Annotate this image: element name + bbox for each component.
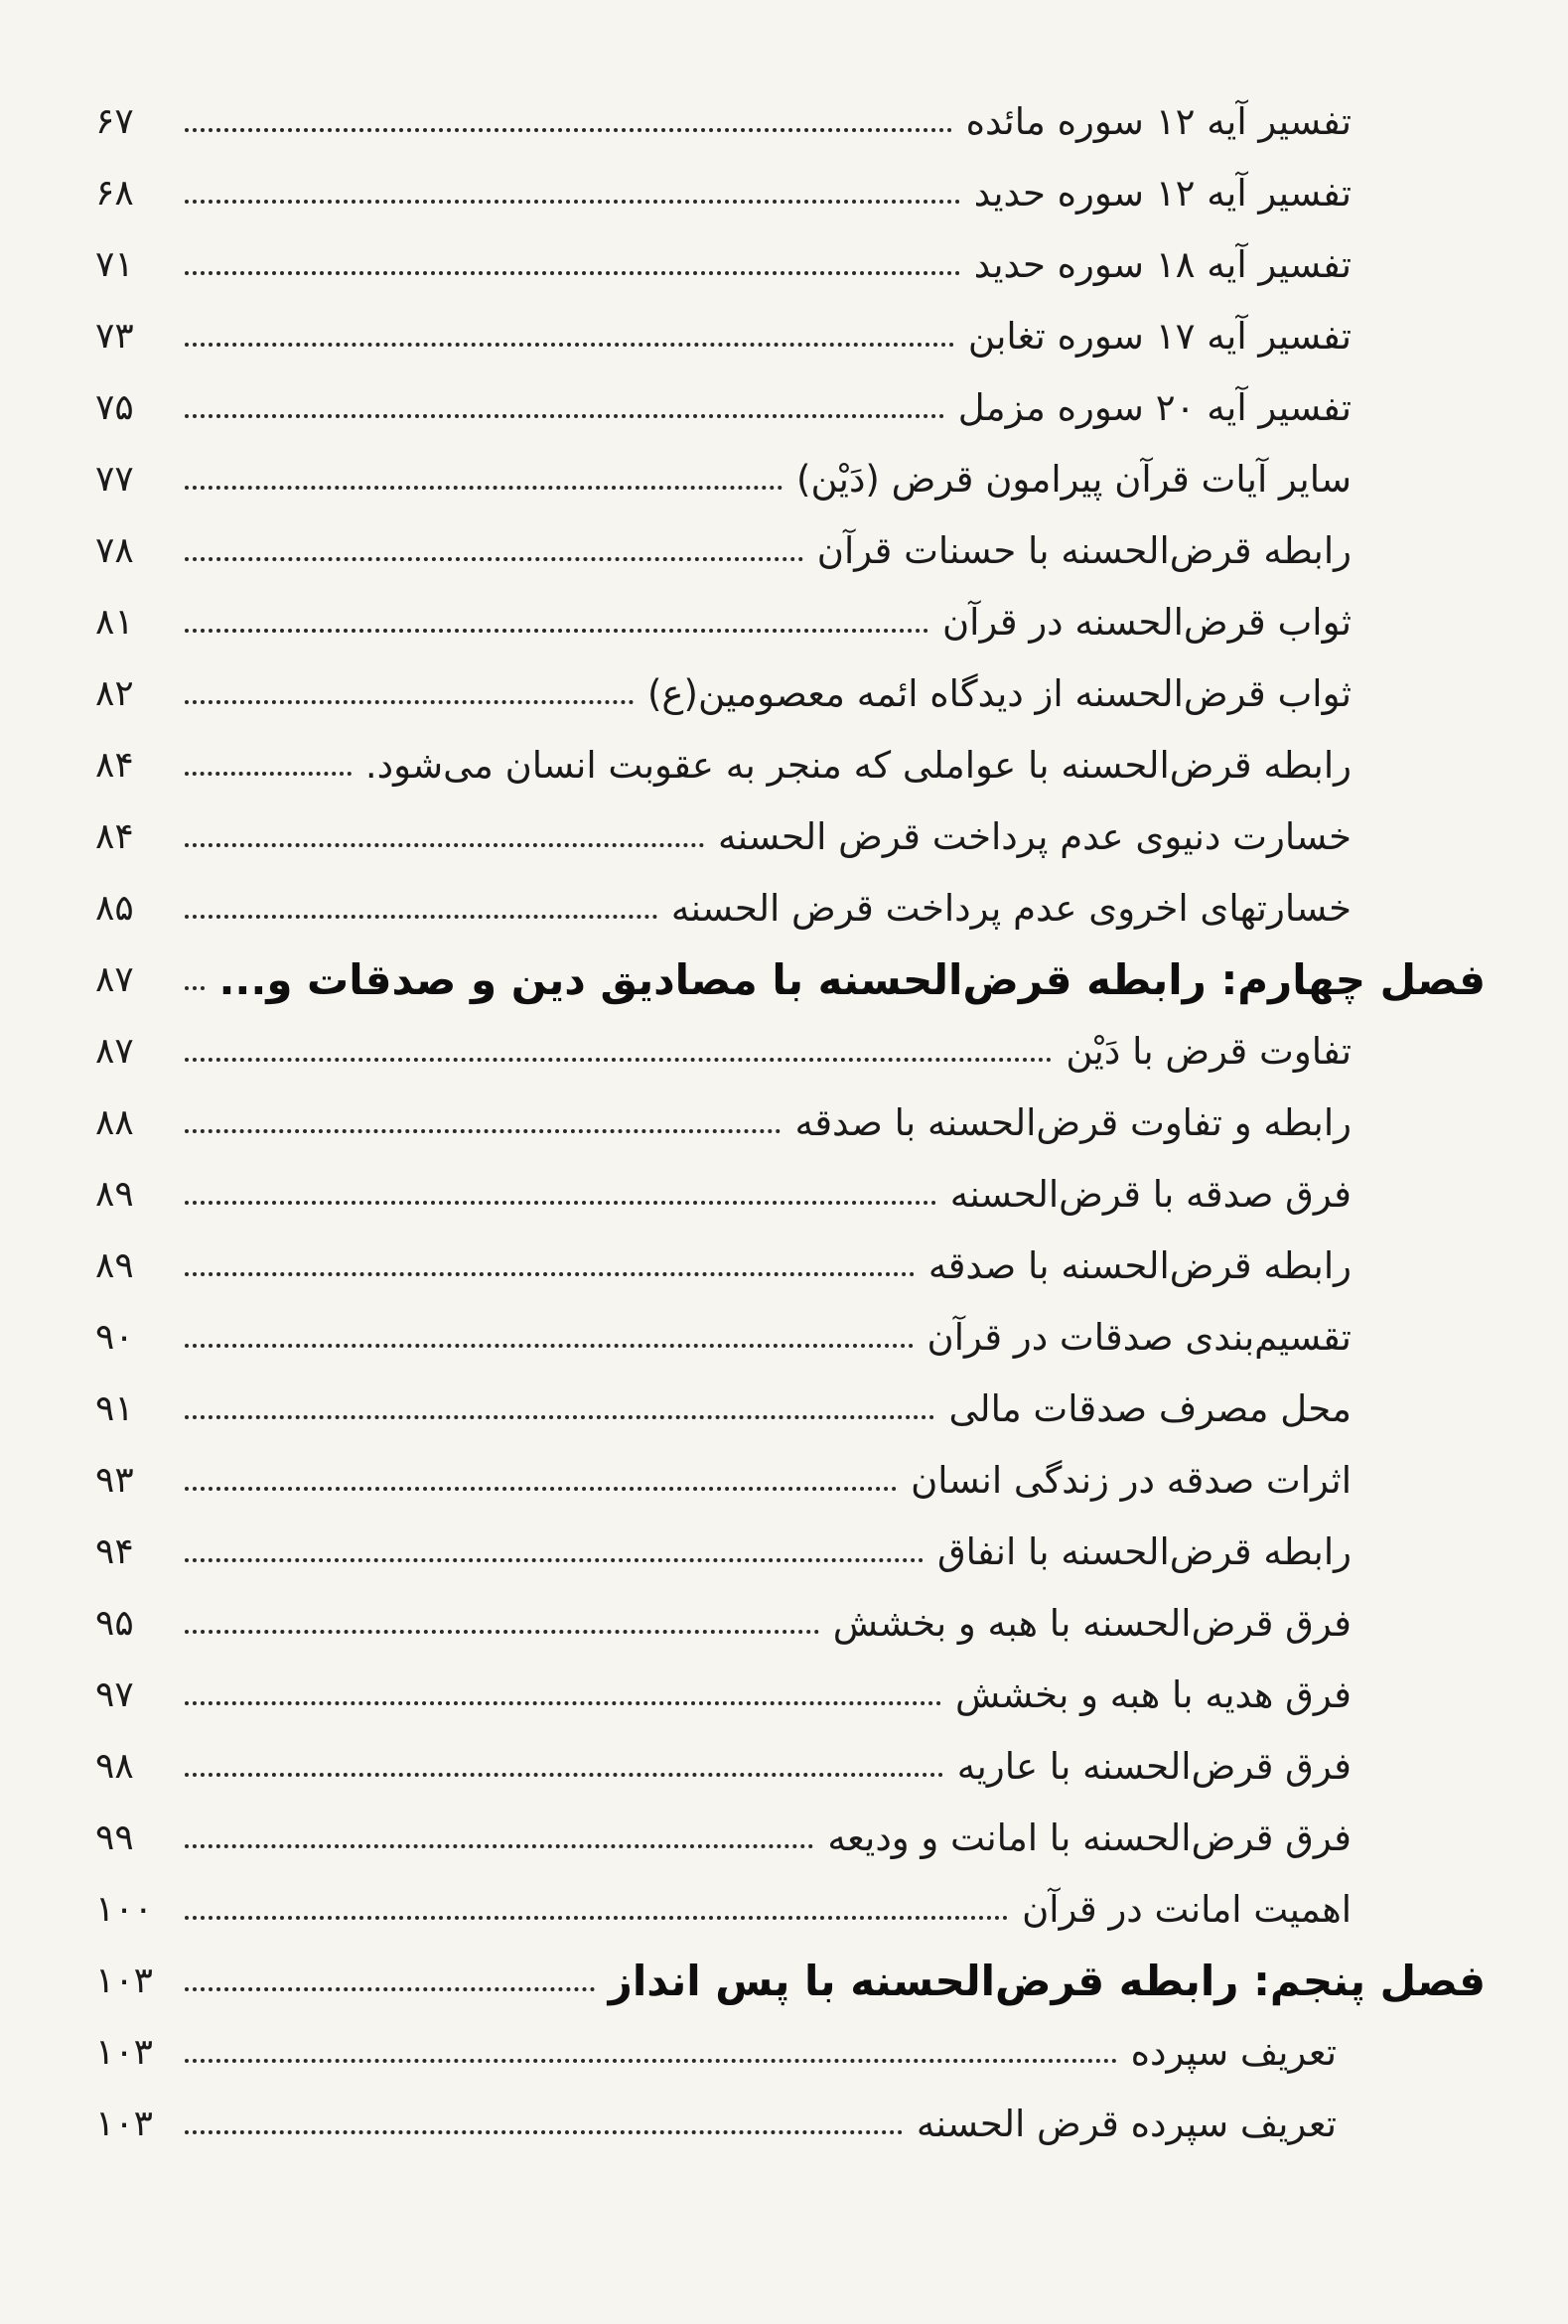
toc-entry <box>95 1158 1486 1230</box>
toc-entry <box>95 800 1486 872</box>
toc-entry-title: رابطه قرض‌الحسنه با صدقه <box>927 1243 1352 1287</box>
toc-dot-leader <box>185 1701 941 1705</box>
toc-page-number: ۸۷ <box>95 1030 134 1072</box>
toc-entry-title: تعریف سپرده قرض الحسنه <box>916 2102 1337 2145</box>
toc-entry-title: ثواب قرض‌الحسنه در قرآن <box>942 600 1352 644</box>
toc-entry-title: رابطه و تفاوت قرض‌الحسنه با صدقه <box>794 1100 1352 1144</box>
toc-page-number: ۶۸ <box>95 172 134 214</box>
toc-entry <box>95 1015 1486 1087</box>
toc-entry <box>95 1301 1486 1373</box>
toc-dot-leader <box>185 414 944 418</box>
toc-entry-title: تقسیم‌بندی صدقات در قرآن <box>927 1315 1352 1359</box>
toc-entry-title: فرق صدقه با قرض‌الحسنه <box>949 1172 1352 1216</box>
toc-page-number: ۸۱ <box>95 601 134 643</box>
toc-dot-leader <box>185 1129 781 1133</box>
toc-page-number: ۷۸ <box>95 529 134 571</box>
toc-dot-leader <box>185 1773 943 1777</box>
toc-dot-leader <box>185 1844 813 1848</box>
toc-page-number: ۸۴ <box>95 815 134 857</box>
toc-dot-leader <box>185 1272 915 1276</box>
toc-dot-leader <box>185 1987 595 1991</box>
toc-entry <box>95 657 1486 729</box>
toc-page-number: ۸۲ <box>95 672 134 714</box>
toc-entry <box>95 443 1486 514</box>
toc-dot-leader <box>185 2059 1117 2063</box>
toc-page-number: ۹۰ <box>95 1316 134 1358</box>
toc-page-number: ۷۳ <box>95 315 134 357</box>
toc-entry <box>95 586 1486 657</box>
toc-entry <box>95 228 1486 300</box>
toc-page-number: ۱۰۳ <box>95 2031 154 2073</box>
toc-entry-title: تفاوت قرض با دَیْن <box>1066 1029 1352 1073</box>
toc-entry-title: رابطه قرض‌الحسنه با انفاق <box>936 1529 1352 1573</box>
toc-dot-leader <box>185 1058 1052 1062</box>
toc-entry <box>95 1659 1486 1730</box>
toc-entry-title: ثواب قرض‌الحسنه از دیدگاه ائمه معصومین(ع) <box>647 671 1352 715</box>
toc-page-number: ۷۱ <box>95 243 134 285</box>
toc-entry <box>95 300 1486 371</box>
toc-entry <box>95 157 1486 228</box>
toc-entry <box>95 1373 1486 1444</box>
toc-dot-leader <box>185 1558 924 1562</box>
toc-entry <box>95 85 1486 157</box>
toc-entry-title: تفسیر آیه ۱۲ سوره مائده <box>965 99 1352 143</box>
toc-dot-leader <box>185 772 352 776</box>
toc-entry-title: تفسیر آیه ۱۸ سوره حدید <box>973 242 1352 286</box>
toc-entry-title: فرق هدیه با هبه و بخشش <box>955 1672 1352 1716</box>
toc-dot-leader <box>185 629 928 633</box>
toc-dot-leader <box>185 1201 936 1205</box>
toc-entry <box>95 1730 1486 1802</box>
toc-dot-leader <box>185 2130 903 2134</box>
toc-entry-title: تفسیر آیه ۱۷ سوره تغابن <box>967 314 1352 358</box>
toc-dot-leader <box>185 1487 897 1491</box>
toc-entry-title: اهمیت امانت در قرآن <box>1022 1887 1352 1931</box>
toc-chapter-heading <box>95 1945 1486 2016</box>
toc-dot-leader <box>185 1630 819 1634</box>
toc-entry <box>95 2016 1486 2088</box>
toc-page-number: ۱۰۳ <box>95 2103 154 2144</box>
toc-dot-leader <box>185 1916 1008 1920</box>
toc-dot-leader <box>185 128 952 132</box>
toc-entry-title: محل مصرف صدقات مالی <box>948 1386 1352 1430</box>
toc-entry-title: فرق قرض‌الحسنه با امانت و ودیعه <box>827 1816 1352 1859</box>
toc-entry-title: تفسیر آیه ۲۰ سوره مزمل <box>957 385 1352 429</box>
toc-dot-leader <box>185 271 960 275</box>
toc-entry-title: اثرات صدقه در زندگی انسان <box>911 1458 1352 1502</box>
toc-page-number: ۹۸ <box>95 1745 134 1787</box>
toc-dot-leader <box>185 700 634 704</box>
toc-entry-title: رابطه قرض‌الحسنه با عواملی که منجر به عقوبت انسان می‌شود. <box>364 743 1352 787</box>
toc-page-number: ۶۷ <box>95 100 134 142</box>
toc-entry-title: خسارت دنیوی عدم پرداخت قرض الحسنه <box>717 814 1352 858</box>
toc-entry-title: خسارتهای اخروی عدم پرداخت قرض الحسنه <box>670 886 1352 930</box>
toc-dot-leader <box>185 986 205 990</box>
toc-page-number: ۸۹ <box>95 1173 134 1215</box>
toc-page-number: ۹۴ <box>95 1530 134 1572</box>
toc-dot-leader <box>185 557 803 561</box>
toc-entry-title: فصل پنجم: رابطه قرض‌الحسنه با پس انداز <box>608 1956 1486 2005</box>
toc-entry-title: تعریف سپرده <box>1130 2030 1337 2074</box>
toc-page-number: ۸۸ <box>95 1101 134 1143</box>
toc-entry <box>95 1802 1486 1873</box>
toc-entry <box>95 1516 1486 1587</box>
toc-page-number: ۸۷ <box>95 958 134 1000</box>
toc-page-number: ۹۱ <box>95 1387 134 1429</box>
toc-dot-leader <box>185 915 657 919</box>
toc-page-number: ۸۵ <box>95 887 134 929</box>
toc-entry <box>95 1587 1486 1659</box>
toc-page-number: ۸۹ <box>95 1244 134 1286</box>
toc-chapter-heading <box>95 944 1486 1015</box>
toc-entry <box>95 1087 1486 1158</box>
toc-dot-leader <box>185 486 783 490</box>
toc-entry-title: فرق قرض‌الحسنه با عاریه <box>956 1744 1352 1788</box>
toc-dot-leader <box>185 1344 914 1348</box>
toc-page-number: ۷۷ <box>95 458 134 500</box>
toc-entry <box>95 2088 1486 2159</box>
toc-page-number: ۷۵ <box>95 386 134 428</box>
toc-entry <box>95 371 1486 443</box>
toc-entry-title: سایر آیات قرآن پیرامون قرض (دَیْن) <box>796 457 1352 501</box>
toc-entry-title: فرق قرض‌الحسنه با هبه و بخشش <box>832 1601 1352 1645</box>
toc-entry <box>95 872 1486 944</box>
toc-page-number: ۹۷ <box>95 1673 134 1715</box>
toc-entry-title: تفسیر آیه ۱۲ سوره حدید <box>973 171 1352 215</box>
toc-dot-leader <box>185 343 954 347</box>
toc-page-number: ۱۰۳ <box>95 1960 154 2001</box>
toc-page-number: ۸۴ <box>95 744 134 786</box>
toc-entry <box>95 1444 1486 1516</box>
toc-entry <box>95 1230 1486 1301</box>
toc-dot-leader <box>185 843 704 847</box>
toc-page-number: ۹۳ <box>95 1459 134 1501</box>
toc-entry <box>95 1873 1486 1945</box>
toc-dot-leader <box>185 200 960 204</box>
toc-entry <box>95 514 1486 586</box>
table-of-contents <box>95 85 1486 2159</box>
toc-page-number: ۹۹ <box>95 1816 134 1858</box>
toc-page-number: ۱۰۰ <box>95 1888 154 1930</box>
toc-entry <box>95 729 1486 800</box>
toc-page-number: ۹۵ <box>95 1602 134 1644</box>
toc-entry-title: رابطه قرض‌الحسنه با حسنات قرآن <box>816 528 1352 572</box>
toc-dot-leader <box>185 1415 934 1419</box>
toc-entry-title: فصل چهارم: رابطه قرض‌الحسنه با مصادیق دین و صدقات و... <box>218 954 1486 1004</box>
